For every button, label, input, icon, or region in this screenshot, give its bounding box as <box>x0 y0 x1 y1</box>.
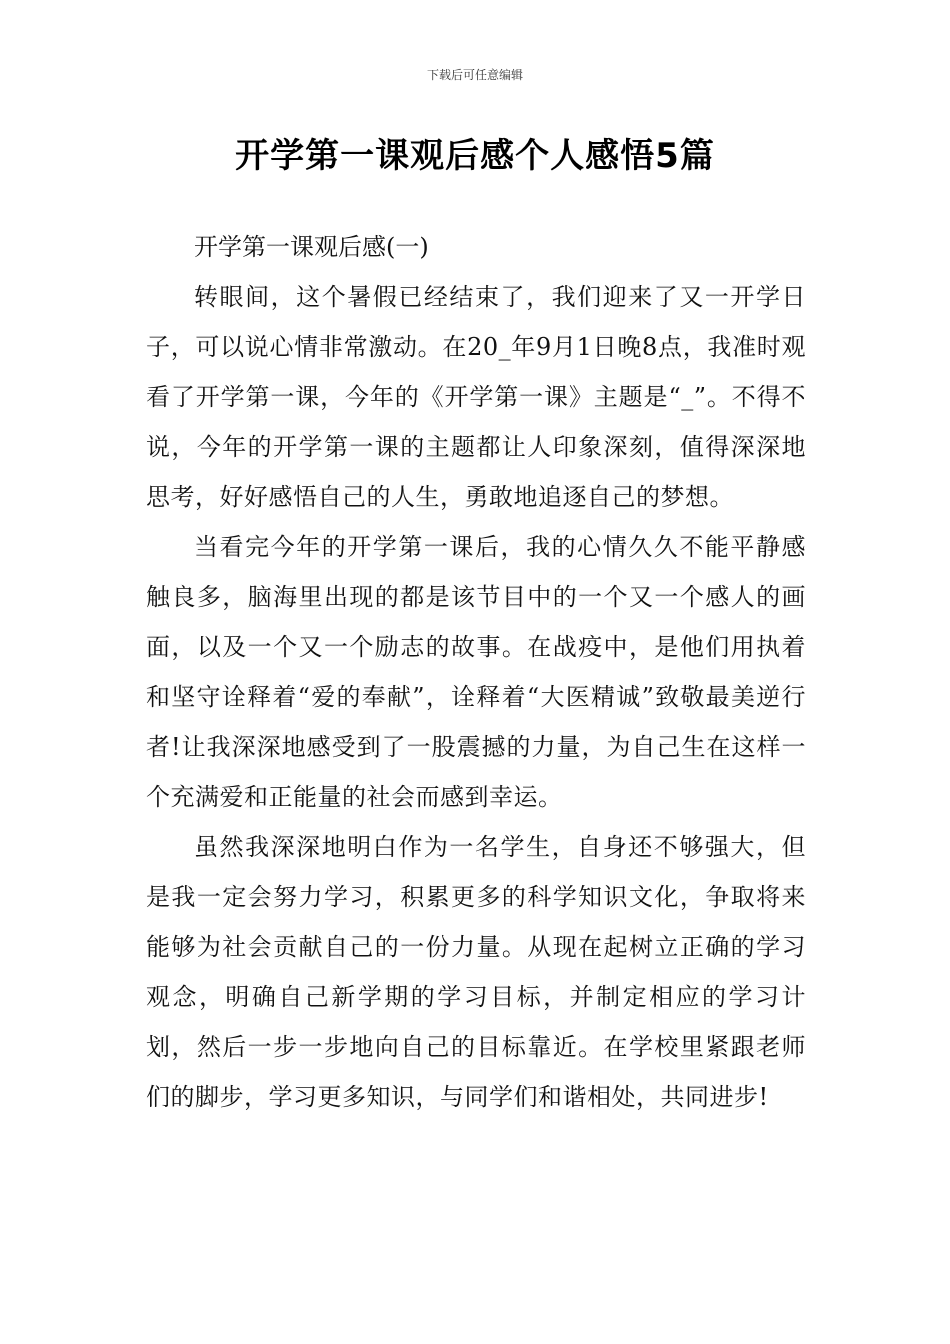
paragraph-1: 转眼间，这个暑假已经结束了，我们迎来了又一开学日子，可以说心情非常激动。在20_年9月1日晚8点，我准时观看了开学第一课，今年的《开学第一课》主题是“_”。不得不说，今年的开学第一课的主题都让人印象深刻，值得深深地思考，好好感悟自己的人生，勇敢地追逐自己的梦想。 <box>146 283 806 511</box>
document-title: 开学第一课观后感个人感悟5篇 <box>235 136 715 176</box>
paragraph-2: 当看完今年的开学第一课后，我的心情久久不能平静感触良多，脑海里出现的都是该节目中的一个又一个感人的画面，以及一个又一个励志的故事。在战疫中，是他们用执着和坚守诠释着“爱的奉献”，诠释着“大医精诚”致敬最美逆行者!让我深深地感受到了一股震撼的力量，为自己生在这样一个充满爱和正能量的社会而感到幸运。 <box>146 533 806 811</box>
document-body <box>146 222 806 1122</box>
paragraph-3: 虽然我深深地明白作为一名学生，自身还不够强大，但是我一定会努力学习，积累更多的科学知识文化，争取将来能够为社会贡献自己的一份力量。从现在起树立正确的学习观念，明确自己新学期的学习目标，并制定相应的学习计划，然后一步一步地向自己的目标靠近。在学校里紧跟老师们的脚步，学习更多知识，与同学们和谐相处，共同进步! <box>146 833 806 1111</box>
section-heading: 开学第一课观后感(一) <box>194 233 429 261</box>
header-note: 下载后可任意编辑 <box>426 68 523 82</box>
